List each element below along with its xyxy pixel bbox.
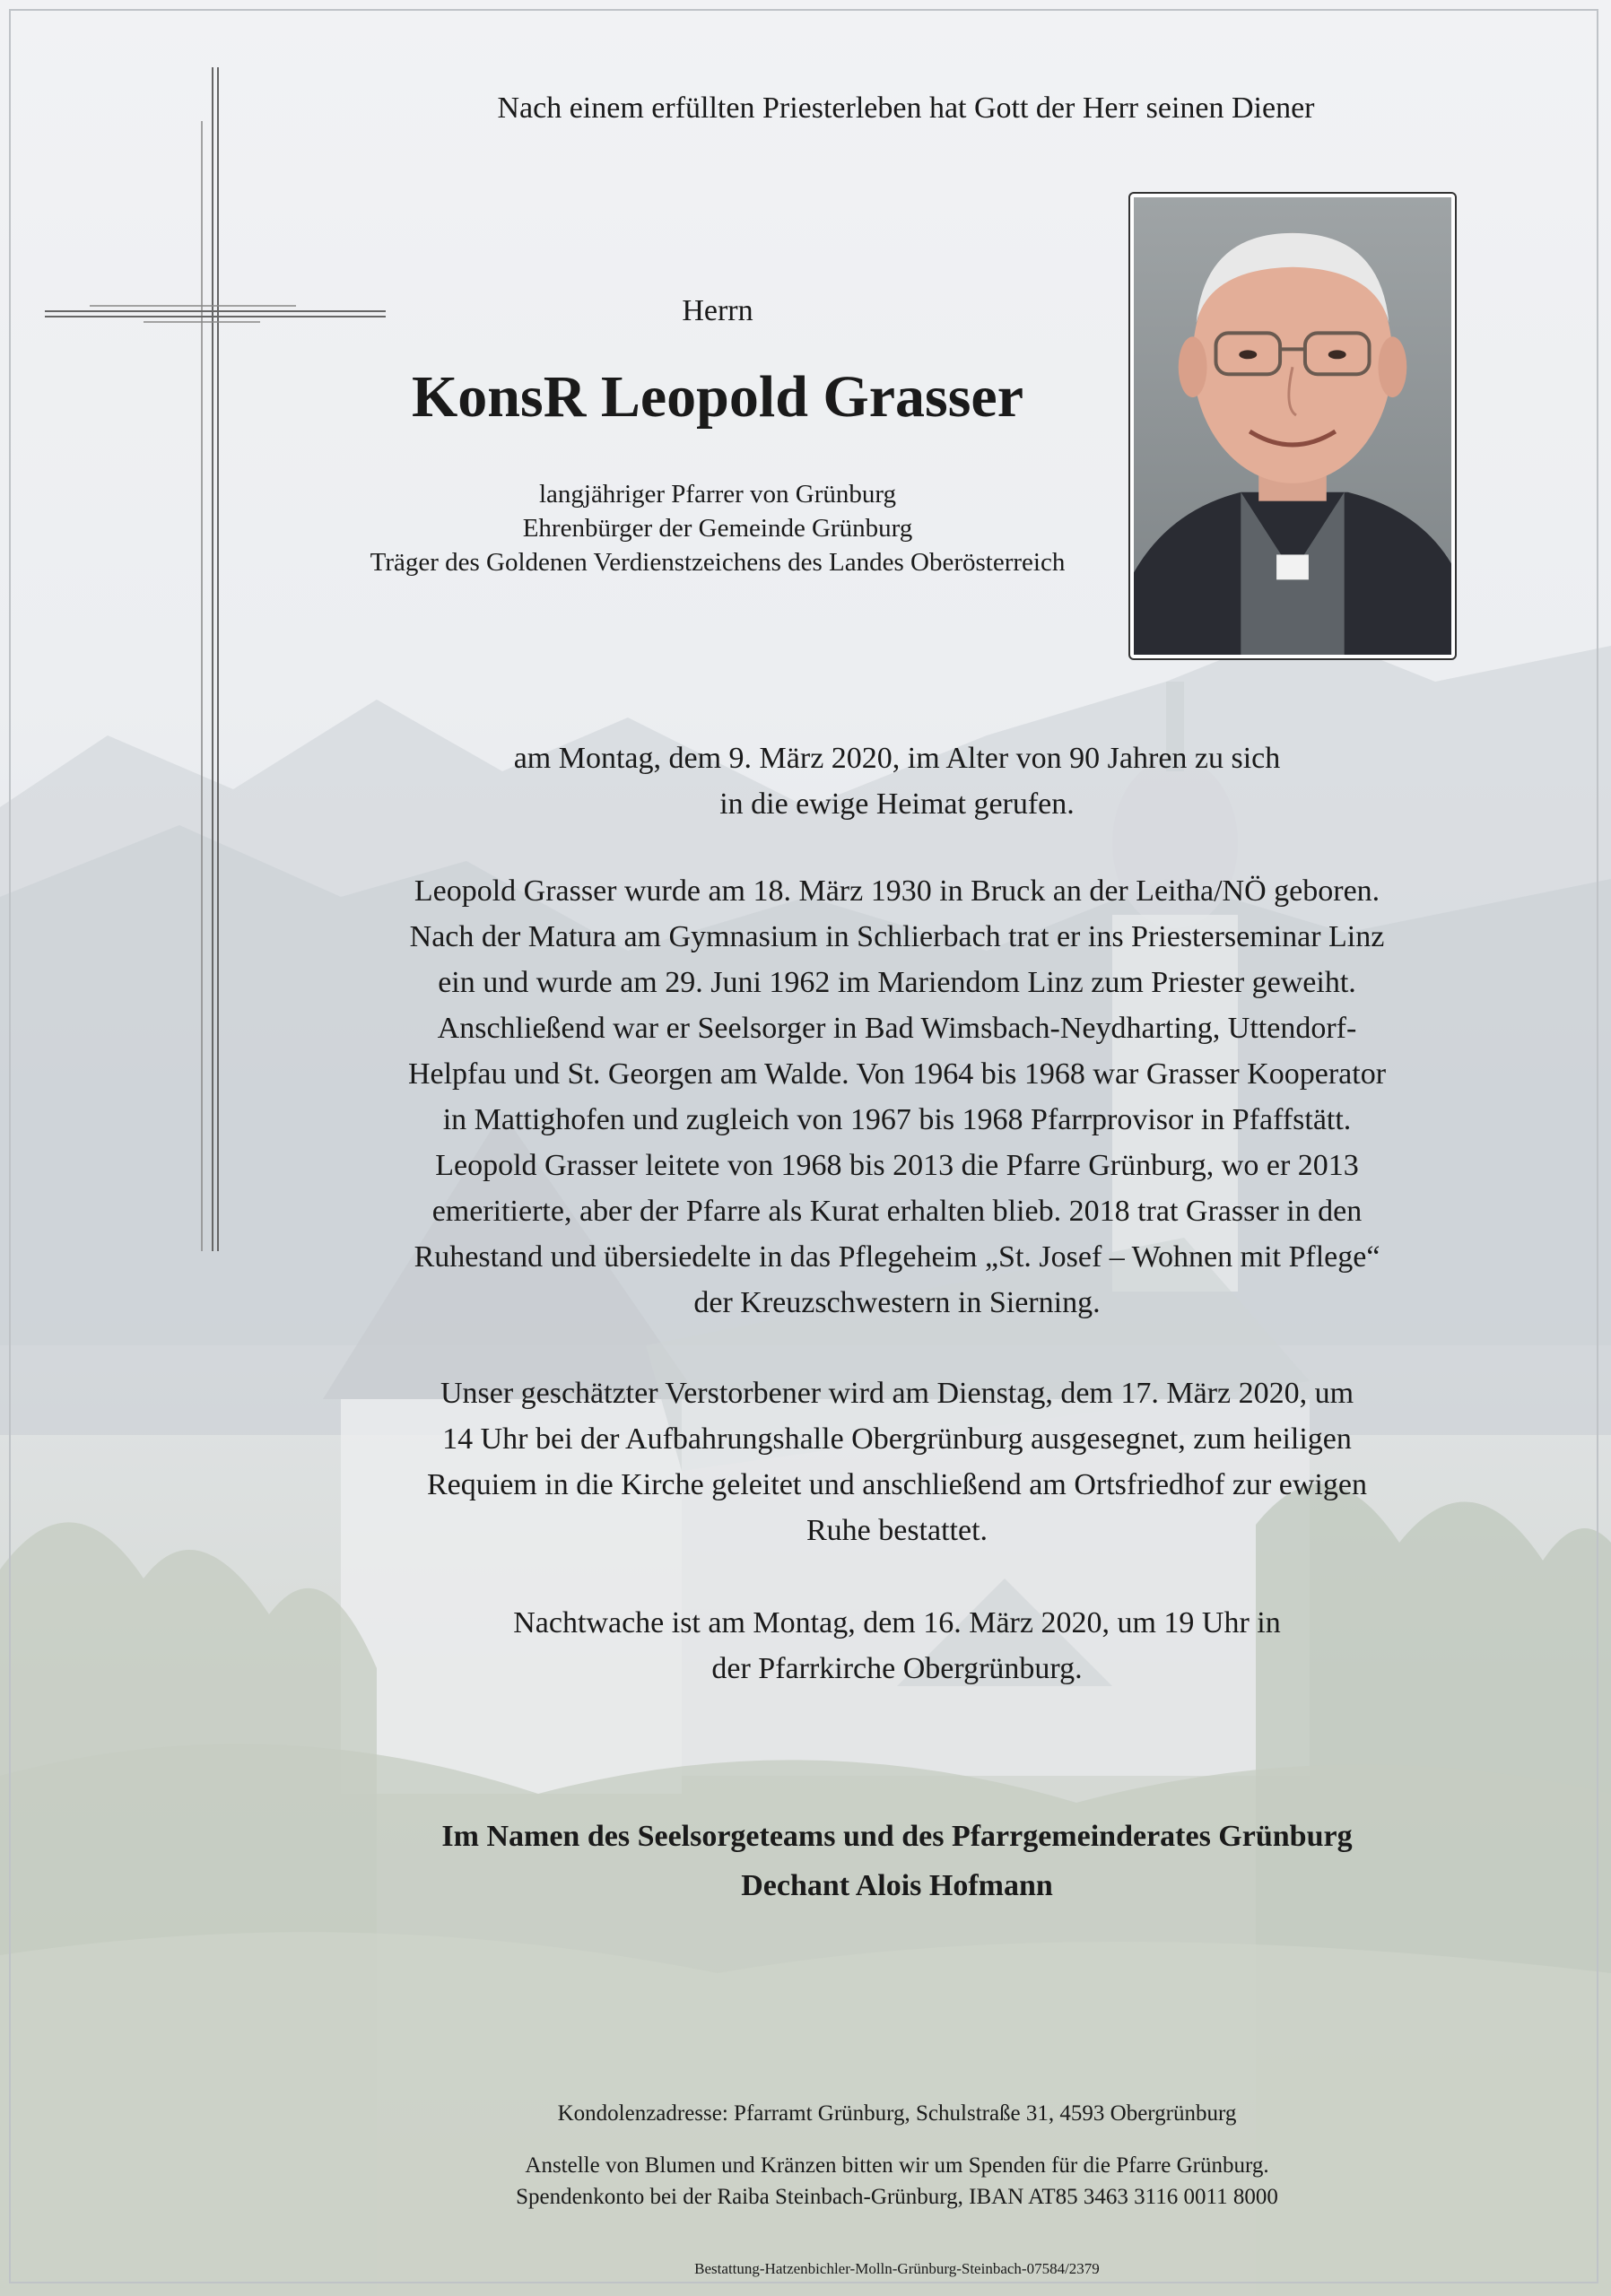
text-line: Leopold Grasser leitete von 1968 bis 2013 die Pfarre Grünburg, wo er 2013 — [435, 1149, 1359, 1182]
text-line: in die ewige Heimat gerufen. — [719, 787, 1075, 821]
donation-info — [224, 2150, 1570, 2213]
text-line: der Kreuzschwestern in Sierning. — [693, 1286, 1101, 1319]
text-line: Unser geschätzter Verstorbener wird am Dienstag, dem 17. März 2020, um — [440, 1377, 1354, 1410]
title-line: Träger des Goldenen Verdienstzeichens des Landes Oberösterreich — [370, 548, 1066, 577]
text-line: in Mattighofen und zugleich von 1967 bis 1968 Pfarrprovisor in Pfaffstätt. — [442, 1103, 1352, 1136]
funeral-info — [224, 1370, 1570, 1553]
text-line: 14 Uhr bei der Aufbahrungshalle Obergrünburg ausgesegnet, zum heiligen — [442, 1422, 1352, 1456]
text-line: Nach der Matura am Gymnasium in Schlierbach trat er ins Priesterseminar Linz — [409, 920, 1385, 953]
donation-line: Anstelle von Blumen und Kränzen bitten wir um Spenden für die Pfarre Grünburg. — [525, 2153, 1269, 2178]
salutation: Herrn — [682, 294, 753, 327]
honorary-titles — [269, 477, 1166, 579]
text-line: am Montag, dem 9. März 2020, im Alter von 90 Jahren zu sich — [513, 742, 1281, 775]
death-notice — [224, 735, 1570, 827]
donation-line: Spendenkonto bei der Raiba Steinbach-Grünburg, IBAN AT85 3463 3116 0011 8000 — [516, 2185, 1278, 2209]
text-line: Anschließend war er Seelsorger in Bad Wimsbach-Neydharting, Uttendorf- — [437, 1012, 1357, 1045]
text-line: Ruhestand und übersiedelte in das Pflegeheim „St. Josef – Wohnen mit Pflege“ — [414, 1240, 1380, 1274]
intro-text: Nach einem erfüllten Priesterleben hat Gott der Herr seinen Diener — [497, 91, 1315, 125]
text-line: Nachtwache ist am Montag, dem 16. März 2020, um 19 Uhr in — [513, 1606, 1281, 1639]
deceased-name: KonsR Leopold Grasser — [411, 364, 1024, 430]
biography — [224, 868, 1570, 1326]
signature — [224, 1812, 1570, 1910]
text-line: emeritierte, aber der Pfarre als Kurat erhalten blieb. 2018 trat Grasser in den — [431, 1195, 1363, 1228]
signature-line: Dechant Alois Hofmann — [741, 1869, 1053, 1902]
text-line: Ruhe bestattet. — [806, 1514, 988, 1547]
title-line: langjähriger Pfarrer von Grünburg — [538, 480, 897, 509]
text-line: Helpfau und St. Georgen am Walde. Von 1964 bis 1968 war Grasser Kooperator — [407, 1057, 1387, 1091]
condolence-address: Kondolenzadresse: Pfarramt Grünburg, Schulstraße 31, 4593 Obergrünburg — [557, 2101, 1237, 2126]
signature-line: Im Namen des Seelsorgeteams und des Pfarrgemeinderates Grünburg — [441, 1820, 1353, 1853]
title-line: Ehrenbürger der Gemeinde Grünburg — [522, 514, 913, 543]
text-line: der Pfarrkirche Obergrünburg. — [711, 1652, 1083, 1685]
text-line: Leopold Grasser wurde am 18. März 1930 in Bruck an der Leitha/NÖ geboren. — [414, 874, 1380, 908]
funeral-home-footer: Bestattung-Hatzenbichler-Molln-Grünburg-Steinbach-07584/2379 — [694, 2260, 1100, 2277]
portrait-photo — [1128, 192, 1457, 660]
text-line: ein und wurde am 29. Juni 1962 im Mariendom Linz zum Priester geweiht. — [438, 966, 1356, 999]
vigil-info — [224, 1600, 1570, 1692]
text-line: Requiem in die Kirche geleitet und anschließend am Ortsfriedhof zur ewigen — [427, 1468, 1367, 1501]
